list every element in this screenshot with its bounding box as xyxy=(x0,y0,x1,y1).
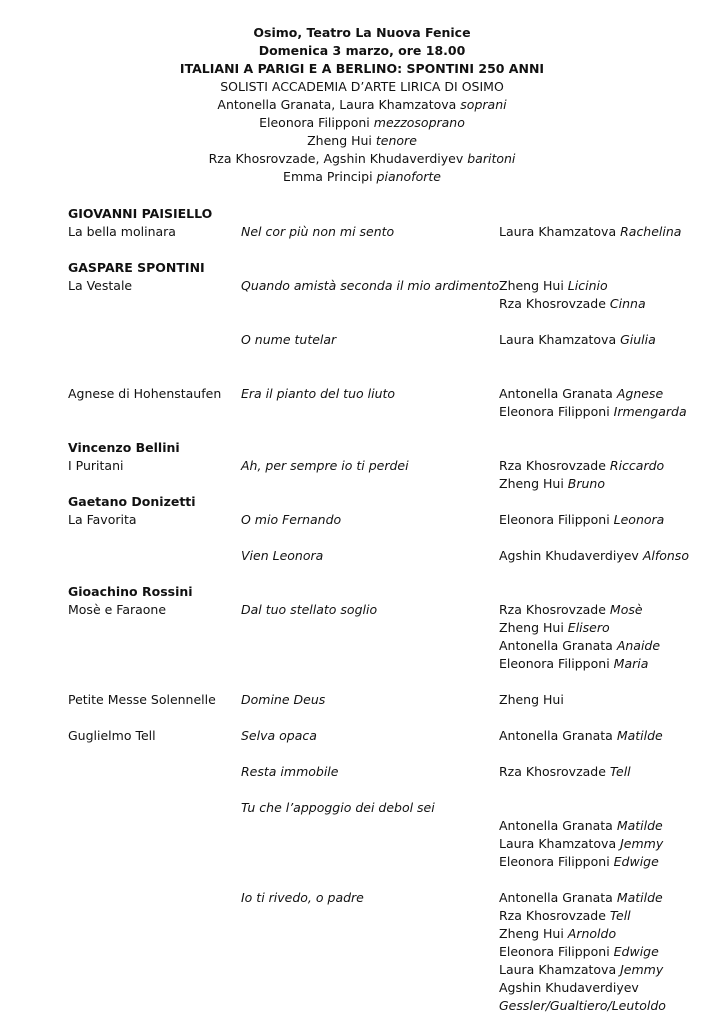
singer-name: Zheng Hui xyxy=(499,620,564,635)
program-row xyxy=(68,547,708,565)
role-name: Arnoldo xyxy=(567,926,617,941)
role-name: Leonora xyxy=(613,512,665,527)
concert-subtitle: SOLISTI ACCADEMIA D’ARTE LIRICA DI OSIMO xyxy=(220,79,504,94)
aria-title: Resta immobile xyxy=(241,764,339,779)
singer-name: Agshin Khudaverdiyev xyxy=(499,980,639,995)
aria-title: Quando amistà seconda il mio ardimento xyxy=(241,278,500,293)
performer-line xyxy=(0,168,724,186)
singer-credit xyxy=(499,331,714,349)
program-list xyxy=(68,205,708,1015)
singer-credit xyxy=(499,655,714,673)
aria-title: Io ti rivedo, o padre xyxy=(241,890,364,905)
singer-credit xyxy=(499,889,714,907)
role-name: Tell xyxy=(609,908,631,923)
opera-title: La Favorita xyxy=(68,512,137,527)
singer-credit xyxy=(499,637,714,655)
performer-voice: soprani xyxy=(460,97,507,112)
singer-credit xyxy=(499,763,714,781)
program-row xyxy=(68,961,708,979)
performer-voice: baritoni xyxy=(467,151,516,166)
composer-name: Gioachino Rossini xyxy=(68,584,193,599)
singer-credit xyxy=(499,403,714,421)
singer-name: Zheng Hui xyxy=(499,692,564,707)
composer-name: GIOVANNI PAISIELLO xyxy=(68,206,213,221)
program-row xyxy=(68,763,708,781)
performer-voice: tenore xyxy=(375,133,417,148)
aria-title: Dal tuo stellato soglio xyxy=(241,602,378,617)
singer-name: Rza Khosrovzade xyxy=(499,458,606,473)
aria-title: O nume tutelar xyxy=(241,332,337,347)
program-row xyxy=(68,385,708,403)
program-row xyxy=(68,691,708,709)
performer-names: Emma Principi xyxy=(283,169,373,184)
program-row xyxy=(68,799,708,817)
performer-names: Rza Khosrovzade, Agshin Khudaverdiyev xyxy=(208,151,464,166)
singer-name: Rza Khosrovzade xyxy=(499,908,606,923)
role-name: Jemmy xyxy=(620,962,664,977)
date-line: Domenica 3 marzo, ore 18.00 xyxy=(258,43,466,58)
role-name: Giulia xyxy=(620,332,656,347)
program-row xyxy=(68,259,708,277)
role-name: Matilde xyxy=(616,728,663,743)
singer-credit xyxy=(499,277,714,295)
performer-names: Antonella Granata, Laura Khamzatova xyxy=(217,97,457,112)
singer-name: Antonella Granata xyxy=(499,818,613,833)
singer-credit xyxy=(499,547,714,565)
role-name: Matilde xyxy=(616,890,663,905)
singer-name: Rza Khosrovzade xyxy=(499,764,606,779)
aria-title: Domine Deus xyxy=(241,692,326,707)
program-row xyxy=(68,727,708,745)
opera-title: Guglielmo Tell xyxy=(68,728,156,743)
role-name: Alfonso xyxy=(642,548,689,563)
aria-title: Selva opaca xyxy=(241,728,317,743)
role-name: Matilde xyxy=(616,818,663,833)
performer-names: Eleonora Filipponi xyxy=(259,115,370,130)
program-row xyxy=(68,583,708,601)
singer-name: Laura Khamzatova xyxy=(499,836,617,851)
role-name: Bruno xyxy=(567,476,606,491)
singer-name: Laura Khamzatova xyxy=(499,332,617,347)
performer-voice: mezzosoprano xyxy=(373,115,465,130)
singer-name: Zheng Hui xyxy=(499,476,564,491)
opera-title: Mosè e Faraone xyxy=(68,602,167,617)
singer-name: Rza Khosrovzade xyxy=(499,602,606,617)
aria-title: Vien Leonora xyxy=(241,548,324,563)
singer-credit xyxy=(499,853,714,871)
singer-name: Laura Khamzatova xyxy=(499,962,617,977)
singer-credit xyxy=(499,907,714,925)
venue-line: Osimo, Teatro La Nuova Fenice xyxy=(253,25,471,40)
performer-voice: pianoforte xyxy=(376,169,441,184)
program-row xyxy=(68,277,708,295)
singer-name: Eleonora Filipponi xyxy=(499,656,610,671)
program-row xyxy=(68,907,708,925)
singer-name: Laura Khamzatova xyxy=(499,224,617,239)
concert-title: ITALIANI A PARIGI E A BERLINO: SPONTINI 250 ANNI xyxy=(179,61,545,76)
program-row xyxy=(68,457,708,475)
role-name: Cinna xyxy=(609,296,646,311)
singer-name: Antonella Granata xyxy=(499,386,613,401)
aria-title: Tu che l’appoggio dei debol sei xyxy=(241,800,435,815)
role-name: Maria xyxy=(613,656,649,671)
role-name: Edwige xyxy=(613,944,659,959)
singer-name: Agshin Khudaverdiyev xyxy=(499,548,639,563)
opera-title: I Puritani xyxy=(68,458,124,473)
program-row xyxy=(68,817,708,835)
singer-credit xyxy=(499,511,714,529)
role-name: Jemmy xyxy=(620,836,664,851)
program-row xyxy=(68,439,708,457)
performer-line xyxy=(0,96,724,114)
role-name: Rachelina xyxy=(620,224,682,239)
role-name: Tell xyxy=(609,764,631,779)
program-row xyxy=(68,223,708,241)
aria-title: Ah, per sempre io ti perdei xyxy=(241,458,409,473)
singer-name: Eleonora Filipponi xyxy=(499,944,610,959)
program-row xyxy=(68,943,708,961)
program-row xyxy=(68,655,708,673)
singer-name: Antonella Granata xyxy=(499,728,613,743)
program-row xyxy=(68,853,708,871)
singer-credit xyxy=(499,961,714,979)
singer-credit xyxy=(499,943,714,961)
singer-credit xyxy=(499,457,714,475)
role-name: Riccardo xyxy=(609,458,665,473)
role-name: Gessler/Gualtiero/Leutoldo xyxy=(499,998,666,1013)
program-row xyxy=(68,475,708,493)
program-row xyxy=(68,979,708,997)
composer-name: Vincenzo Bellini xyxy=(68,440,180,455)
program-row xyxy=(68,889,708,907)
singer-name: Rza Khosrovzade xyxy=(499,296,606,311)
aria-title: O mio Fernando xyxy=(241,512,342,527)
singer-name: Zheng Hui xyxy=(499,278,564,293)
opera-title: La bella molinara xyxy=(68,224,176,239)
program-row xyxy=(68,835,708,853)
program-row xyxy=(68,403,708,421)
performer-line xyxy=(0,132,724,150)
singer-credit xyxy=(499,295,714,313)
opera-title: La Vestale xyxy=(68,278,133,293)
aria-title: Nel cor più non mi sento xyxy=(241,224,395,239)
singer-name: Antonella Granata xyxy=(499,638,613,653)
role-name: Agnese xyxy=(616,386,664,401)
singer-credit xyxy=(499,619,714,637)
singer-credit xyxy=(499,817,714,835)
singer-credit xyxy=(499,385,714,403)
singer-name: Eleonora Filipponi xyxy=(499,854,610,869)
role-name: Irmengarda xyxy=(613,404,687,419)
program-row xyxy=(68,925,708,943)
singer-name: Eleonora Filipponi xyxy=(499,404,610,419)
composer-name: GASPARE SPONTINI xyxy=(68,260,205,275)
role-name: Licinio xyxy=(567,278,608,293)
aria-title: Era il pianto del tuo liuto xyxy=(241,386,396,401)
program-row xyxy=(68,295,708,313)
singer-name: Eleonora Filipponi xyxy=(499,512,610,527)
performer-names: Zheng Hui xyxy=(307,133,372,148)
performer-line xyxy=(0,150,724,168)
singer-credit xyxy=(499,475,714,493)
singer-credit xyxy=(499,223,714,241)
singer-name: Antonella Granata xyxy=(499,890,613,905)
opera-title: Petite Messe Solennelle xyxy=(68,692,216,707)
role-name: Anaide xyxy=(616,638,661,653)
program-row xyxy=(68,511,708,529)
composer-name: Gaetano Donizetti xyxy=(68,494,196,509)
program-row xyxy=(68,619,708,637)
singer-credit xyxy=(499,835,714,853)
singer-credit xyxy=(499,727,714,745)
performer-line xyxy=(0,114,724,132)
program-row xyxy=(68,493,708,511)
program-row xyxy=(68,637,708,655)
role-name: Edwige xyxy=(613,854,659,869)
role-name: Elisero xyxy=(567,620,610,635)
program-row xyxy=(68,997,708,1015)
role-name: Mosè xyxy=(609,602,643,617)
singer-credit xyxy=(499,925,714,943)
concert-header xyxy=(0,24,724,186)
program-row xyxy=(68,601,708,619)
singer-name: Zheng Hui xyxy=(499,926,564,941)
singer-credit xyxy=(499,601,714,619)
opera-title: Agnese di Hohenstaufen xyxy=(68,386,222,401)
program-row xyxy=(68,331,708,349)
program-row xyxy=(68,205,708,223)
